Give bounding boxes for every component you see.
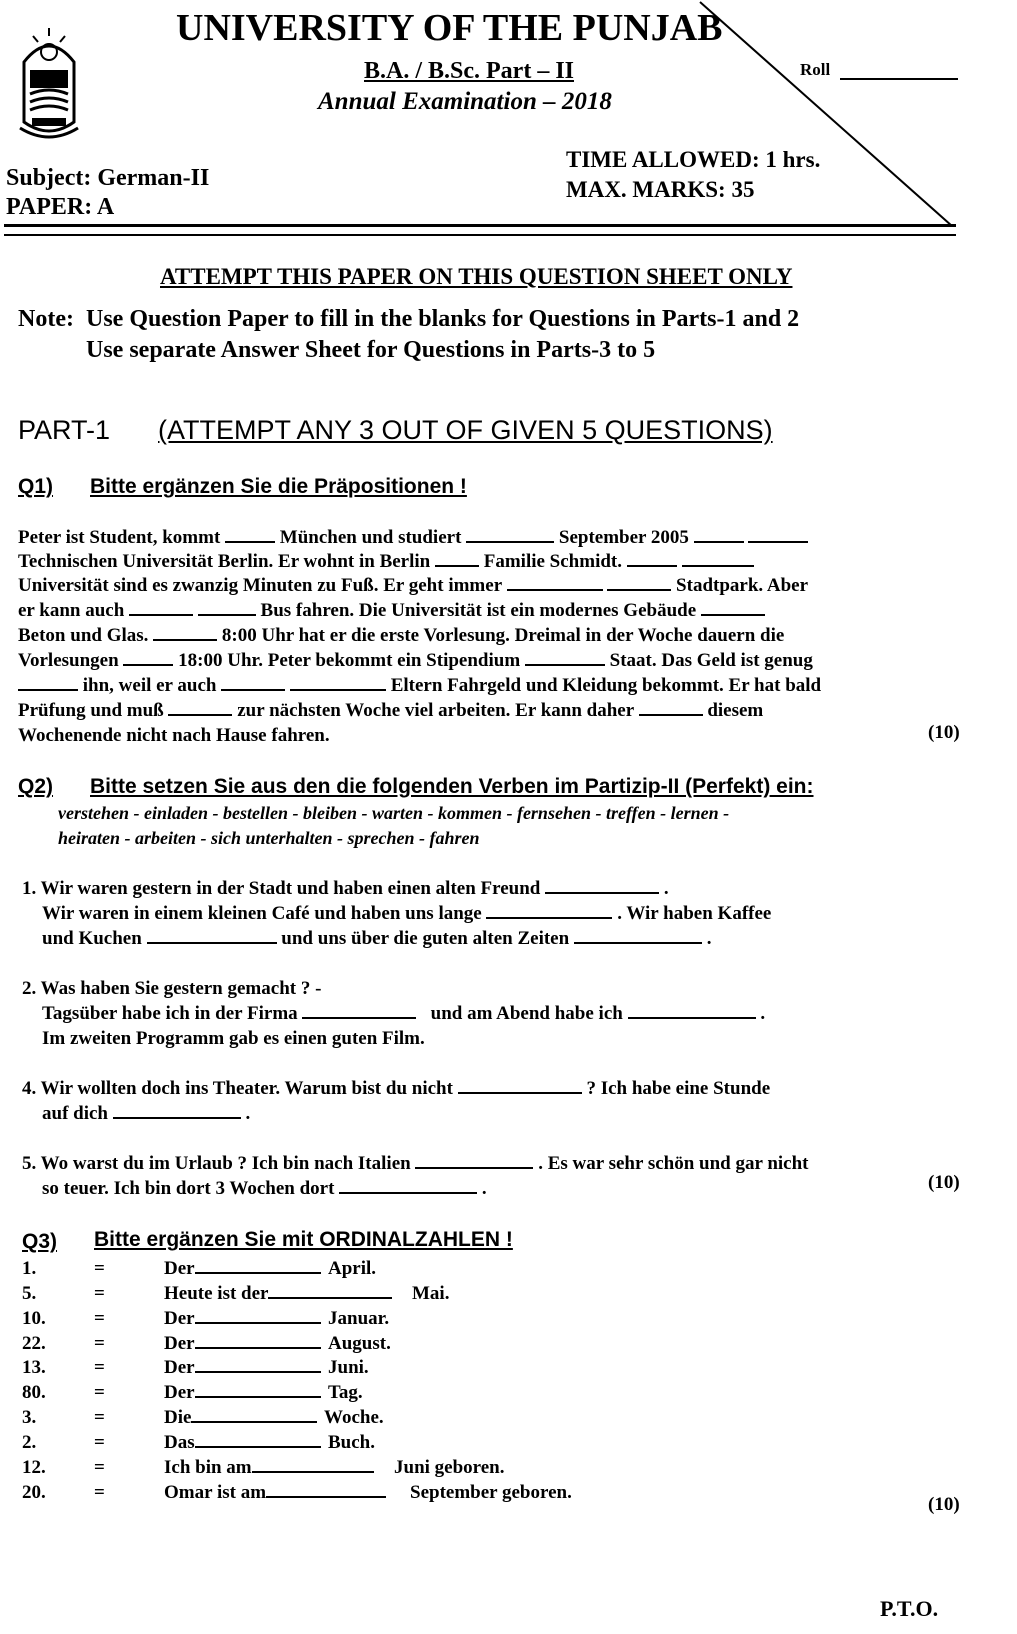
seal-icon bbox=[18, 22, 80, 140]
q1-text: Peter ist Student, kommt bbox=[18, 527, 221, 548]
q3-suffix: September geboren. bbox=[410, 1482, 572, 1503]
q3-number-label: 22. bbox=[22, 1333, 46, 1354]
q1-blank[interactable] bbox=[701, 613, 765, 616]
q1-text: Stadtpark. Aber bbox=[676, 575, 809, 596]
q3-prefix: Der bbox=[164, 1382, 321, 1404]
q1-blank[interactable] bbox=[627, 564, 677, 567]
q3-number-label: 12. bbox=[22, 1457, 46, 1478]
q1-text: September 2005 bbox=[558, 527, 689, 548]
equals-sign: = bbox=[94, 1432, 105, 1453]
equals-sign: = bbox=[94, 1357, 105, 1378]
equals-sign: = bbox=[94, 1382, 105, 1403]
max-marks: MAX. MARKS: 35 bbox=[566, 177, 755, 202]
q3-blank[interactable] bbox=[195, 1271, 321, 1274]
roll-label: Roll bbox=[800, 60, 831, 79]
q2-text: und uns über die guten alten Zeiten bbox=[281, 928, 570, 949]
q3-suffix: Tag. bbox=[328, 1382, 363, 1403]
equals-sign: = bbox=[94, 1407, 105, 1428]
q1-blank[interactable] bbox=[221, 688, 285, 691]
q1-blank[interactable] bbox=[507, 588, 603, 591]
q1-text: Vorlesungen bbox=[18, 650, 119, 671]
q2-blank[interactable] bbox=[458, 1091, 582, 1094]
q2-text: ? Ich habe eine Stunde bbox=[586, 1078, 771, 1099]
time-allowed: TIME ALLOWED: 1 hrs. bbox=[566, 147, 821, 172]
pto-label: P.T.O. bbox=[880, 1596, 939, 1621]
q1-text: Eltern Fahrgeld und Kleidung bekommt. Er hat bald bbox=[390, 675, 822, 696]
q1-blank[interactable] bbox=[466, 540, 554, 543]
q3-blank[interactable] bbox=[266, 1495, 386, 1498]
equals-sign: = bbox=[94, 1333, 105, 1354]
q1-text: München und studiert bbox=[279, 527, 462, 548]
q1-text: Prüfung und muß bbox=[18, 700, 164, 721]
q2-blank[interactable] bbox=[545, 891, 659, 894]
q3-suffix: April. bbox=[328, 1258, 377, 1279]
q3-prefix: Der bbox=[164, 1258, 321, 1280]
q3-number-label: 1. bbox=[22, 1258, 37, 1279]
q3-title: Bitte ergänzen Sie mit ORDINALZAHLEN ! bbox=[94, 1228, 513, 1251]
q2-text: 4. Wir wollten doch ins Theater. Warum bist du nicht bbox=[22, 1078, 453, 1099]
q1-blank[interactable] bbox=[694, 540, 744, 543]
q2-text: Tagsüber habe ich in der Firma bbox=[42, 1003, 298, 1024]
q1-number: Q1) bbox=[18, 475, 54, 498]
q2-text: und Kuchen bbox=[42, 928, 142, 949]
q2-title: Bitte setzen Sie aus den die folgenden Verben im Partizip-II (Perfekt) ein: bbox=[90, 775, 814, 798]
paper-label: PAPER: A bbox=[6, 194, 115, 220]
q2-number: Q2) bbox=[18, 775, 54, 798]
q1-blank[interactable] bbox=[168, 713, 232, 716]
q3-blank[interactable] bbox=[195, 1445, 321, 1448]
q1-blank[interactable] bbox=[639, 713, 703, 716]
q1-text: Beton und Glas. bbox=[18, 625, 149, 646]
q2-marks: (10) bbox=[928, 1172, 960, 1193]
q1-text: ihn, weil er auch bbox=[82, 675, 217, 696]
q3-blank[interactable] bbox=[195, 1346, 321, 1349]
q3-prefix: Der bbox=[164, 1308, 321, 1330]
q1-text: 8:00 Uhr hat er die erste Vorlesung. Dreimal in der Woche dauern die bbox=[221, 625, 785, 646]
q3-suffix: Juni geboren. bbox=[394, 1457, 505, 1478]
q1-blank[interactable] bbox=[435, 564, 479, 567]
q1-blank[interactable] bbox=[290, 688, 386, 691]
q3-prefix: Ich bin am bbox=[164, 1457, 374, 1479]
q2-text: 1. Wir waren gestern in der Stadt und haben einen alten Freund bbox=[22, 878, 541, 899]
part1-label: PART-1 bbox=[18, 415, 111, 445]
note-label: Note: bbox=[18, 306, 74, 332]
q3-prefix: Heute ist der bbox=[164, 1283, 392, 1305]
q1-blank[interactable] bbox=[18, 688, 78, 691]
note-line-2: Use separate Answer Sheet for Questions in Parts-3 to 5 bbox=[86, 337, 656, 363]
q2-blank[interactable] bbox=[415, 1166, 533, 1169]
q2-verb-list-2: heiraten - arbeiten - sich unterhalten - sprechen - fahren bbox=[58, 828, 480, 848]
q1-text: Familie Schmidt. bbox=[483, 551, 623, 572]
q3-prefix: Das bbox=[164, 1432, 321, 1454]
q1-blank[interactable] bbox=[525, 663, 605, 666]
program-title: B.A. / B.Sc. Part – II bbox=[364, 58, 574, 84]
equals-sign: = bbox=[94, 1482, 105, 1503]
equals-sign: = bbox=[94, 1283, 105, 1304]
q3-blank[interactable] bbox=[195, 1395, 321, 1398]
q2-blank[interactable] bbox=[113, 1116, 241, 1119]
q3-prefix: Der bbox=[164, 1333, 321, 1355]
q1-text: diesem bbox=[707, 700, 764, 721]
q1-marks: (10) bbox=[928, 722, 960, 743]
header-rule bbox=[4, 224, 956, 236]
q2-blank[interactable] bbox=[574, 941, 702, 944]
q3-blank[interactable] bbox=[252, 1470, 374, 1473]
q2-text: so teuer. Ich bin dort 3 Wochen dort bbox=[42, 1178, 335, 1199]
q2-text: auf dich bbox=[42, 1103, 108, 1124]
q2-text: und am Abend habe ich bbox=[430, 1003, 623, 1024]
q3-number: Q3) bbox=[22, 1230, 58, 1253]
q3-blank[interactable] bbox=[191, 1420, 317, 1423]
q1-blank[interactable] bbox=[123, 663, 173, 666]
q3-number-label: 20. bbox=[22, 1482, 46, 1503]
q1-blank[interactable] bbox=[748, 540, 808, 543]
q3-number-label: 80. bbox=[22, 1382, 46, 1403]
q3-suffix: August. bbox=[328, 1333, 391, 1354]
q1-blank[interactable] bbox=[129, 613, 193, 616]
q3-suffix: Juni. bbox=[328, 1357, 369, 1378]
q3-suffix: Januar. bbox=[328, 1308, 390, 1329]
attempt-instruction: ATTEMPT THIS PAPER ON THIS QUESTION SHEET ONLY bbox=[160, 264, 793, 289]
q2-text: 2. Was haben Sie gestern gemacht ? - bbox=[22, 978, 322, 999]
subject-label: Subject: German-II bbox=[6, 165, 210, 191]
q3-number-label: 10. bbox=[22, 1308, 46, 1329]
q1-text: Staat. Das Geld ist genug bbox=[609, 650, 813, 671]
q2-text: Wir waren in einem kleinen Café und haben uns lange bbox=[42, 903, 482, 924]
equals-sign: = bbox=[94, 1258, 105, 1279]
q1-text: Bus fahren. Die Universität ist ein modernes Gebäude bbox=[260, 600, 697, 621]
q1-text: 18:00 Uhr. Peter bekommt ein Stipendium bbox=[178, 650, 521, 671]
q3-marks: (10) bbox=[928, 1494, 960, 1515]
q3-blank[interactable] bbox=[195, 1321, 321, 1324]
q1-text: er kann auch bbox=[18, 600, 125, 621]
university-title: UNIVERSITY OF THE PUNJAB bbox=[176, 7, 723, 49]
exam-title: Annual Examination – 2018 bbox=[318, 88, 612, 115]
q3-blank[interactable] bbox=[268, 1296, 392, 1299]
q2-text: Im zweiten Programm gab es einen guten Film. bbox=[42, 1028, 425, 1049]
q2-text: . Es war sehr schön und gar nicht bbox=[538, 1153, 809, 1174]
q3-prefix: Der bbox=[164, 1357, 321, 1379]
q2-text: 5. Wo warst du im Urlaub ? Ich bin nach Italien bbox=[22, 1153, 411, 1174]
q2-verb-list-1: verstehen - einladen - bestellen - bleiben - warten - kommen - fernsehen - treffen - lernen - bbox=[58, 803, 730, 823]
q1-blank[interactable] bbox=[198, 613, 256, 616]
q2-blank[interactable] bbox=[147, 941, 277, 944]
note-line-1: Use Question Paper to fill in the blanks for Questions in Parts-1 and 2 bbox=[86, 306, 800, 332]
q3-number-label: 5. bbox=[22, 1283, 37, 1304]
q3-number-label: 13. bbox=[22, 1357, 46, 1378]
q1-blank[interactable] bbox=[607, 588, 671, 591]
q3-number-label: 2. bbox=[22, 1432, 37, 1453]
q1-text: Technischen Universität Berlin. Er wohnt in Berlin bbox=[18, 551, 431, 572]
equals-sign: = bbox=[94, 1457, 105, 1478]
q1-blank[interactable] bbox=[682, 564, 754, 567]
q1-blank[interactable] bbox=[225, 540, 275, 543]
q3-suffix: Mai. bbox=[412, 1283, 450, 1304]
q2-blank[interactable] bbox=[628, 1016, 756, 1019]
q2-blank[interactable] bbox=[302, 1016, 416, 1019]
part1-title: (ATTEMPT ANY 3 OUT OF GIVEN 5 QUESTIONS) bbox=[158, 415, 773, 445]
equals-sign: = bbox=[94, 1308, 105, 1329]
q2-blank[interactable] bbox=[486, 916, 612, 919]
q3-prefix: Die bbox=[164, 1407, 317, 1429]
q1-blank[interactable] bbox=[153, 638, 217, 641]
q3-blank[interactable] bbox=[195, 1370, 321, 1373]
q3-suffix: Buch. bbox=[328, 1432, 375, 1453]
q1-title: Bitte ergänzen Sie die Präpositionen ! bbox=[90, 475, 467, 498]
q2-text: . Wir haben Kaffee bbox=[617, 903, 772, 924]
q3-number-label: 3. bbox=[22, 1407, 37, 1428]
q1-text: Wochenende nicht nach Hause fahren. bbox=[18, 725, 330, 746]
q3-suffix: Woche. bbox=[324, 1407, 384, 1428]
q2-blank[interactable] bbox=[339, 1191, 477, 1194]
q1-text: Universität sind es zwanzig Minuten zu Fuß. Er geht immer bbox=[18, 575, 502, 596]
university-seal bbox=[18, 22, 80, 140]
q3-prefix: Omar ist am bbox=[164, 1482, 386, 1504]
q1-text: zur nächsten Woche viel arbeiten. Er kann daher bbox=[237, 700, 634, 721]
